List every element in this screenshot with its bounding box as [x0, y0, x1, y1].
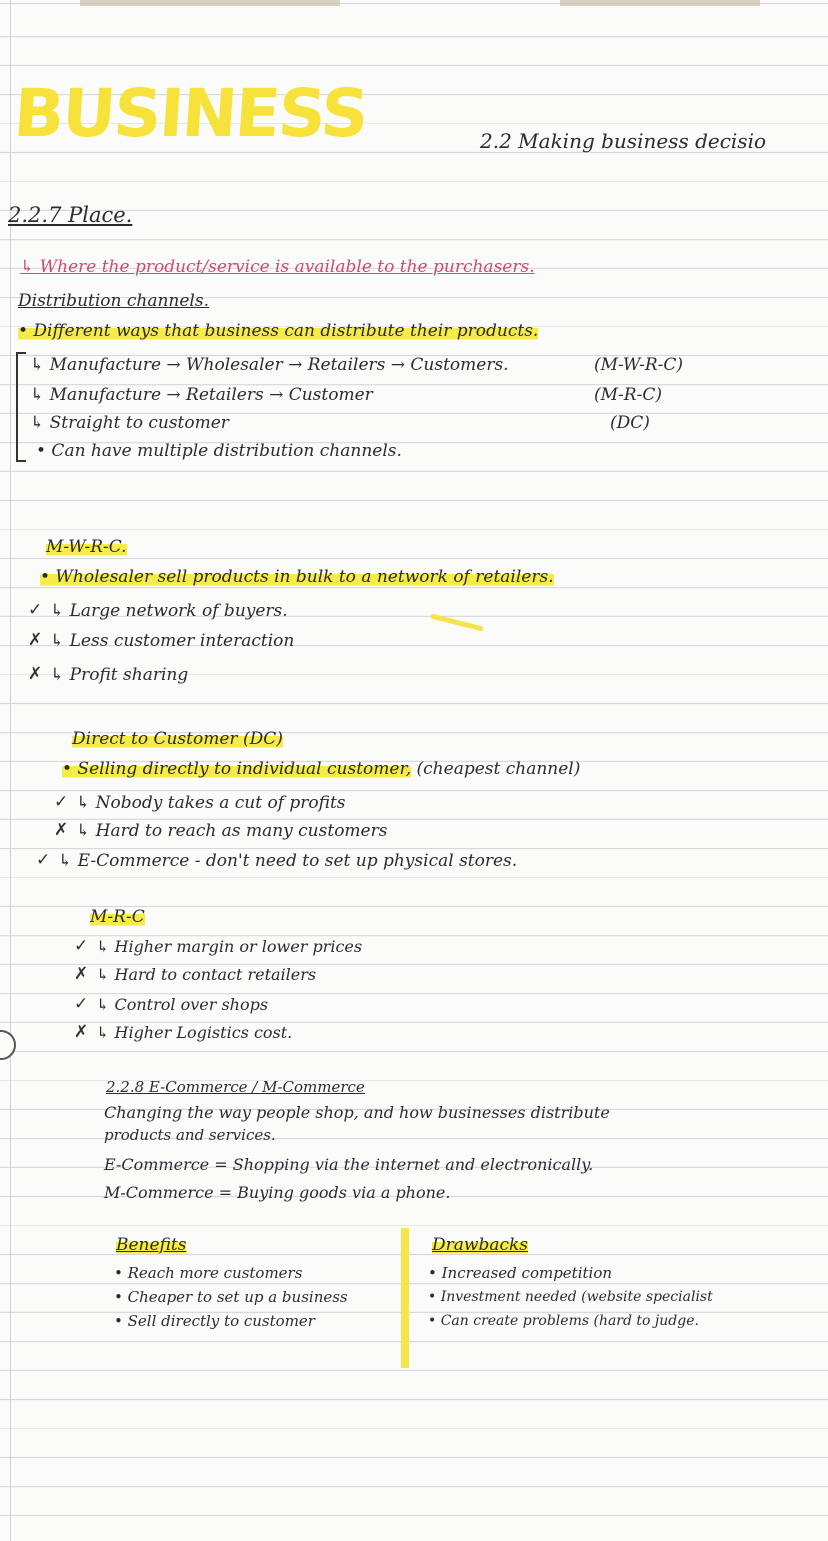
mwrc-definition: • Wholesaler sell products in bulk to a network of retailers.: [40, 567, 554, 587]
drawback-item: • Investment needed (website specialist: [428, 1289, 713, 1305]
highlighter-stroke: [430, 614, 484, 632]
ecommerce-definition: E-Commerce = Shopping via the internet and electronically.: [104, 1155, 594, 1174]
dc-point: ↳ Nobody takes a cut of profits: [76, 793, 346, 813]
drawback-item: • Can create problems (hard to judge.: [428, 1313, 699, 1329]
ecommerce-heading: 2.2.8 E-Commerce / M-Commerce: [106, 1078, 365, 1096]
channel-1-text: ↳ Manufacture → Wholesaler → Retailers → Customers.: [30, 355, 509, 375]
ecommerce-line-1: Changing the way people shop, and how businesses distribute: [104, 1103, 610, 1122]
mrc-point: ↳ Higher margin or lower prices: [96, 937, 363, 956]
channel-2-text: ↳ Manufacture → Retailers → Customer: [30, 385, 373, 405]
mwrc-heading: M-W-R-C.: [46, 537, 127, 557]
con-cross-icon: ✗: [28, 664, 43, 684]
section-heading: 2.2.7 Place.: [8, 203, 133, 227]
highlighter-divider: [401, 1228, 409, 1368]
mrc-point: ↳ Hard to contact retailers: [96, 965, 317, 984]
mrc-point: ↳ Control over shops: [96, 995, 269, 1014]
benefit-item: • Sell directly to customer: [114, 1312, 315, 1330]
topic-heading: 2.2 Making business decisio: [480, 129, 767, 153]
distribution-heading: Distribution channels.: [18, 291, 210, 311]
drawback-item: • Increased competition: [428, 1264, 613, 1282]
mrc-heading: M-R-C: [90, 907, 145, 927]
subject-title: BUSINESS: [11, 75, 370, 152]
pro-tick-icon: ✓: [54, 792, 69, 812]
channel-3-text: ↳ Straight to customer: [30, 413, 229, 433]
channels-bracket: [16, 352, 26, 462]
channel-3-code: (DC): [610, 413, 650, 433]
dc-definition: • Selling directly to individual customer,: [62, 759, 412, 779]
benefit-item: • Reach more customers: [114, 1264, 303, 1282]
mwrc-point: ↳ Profit sharing: [50, 665, 189, 685]
con-cross-icon: ✗: [54, 820, 69, 840]
mrc-point: ↳ Higher Logistics cost.: [96, 1023, 293, 1042]
channel-1-code: (M-W-R-C): [594, 355, 684, 375]
punch-hole: [0, 1030, 16, 1060]
con-cross-icon: ✗: [74, 1022, 89, 1042]
mcommerce-definition: M-Commerce = Buying goods via a phone.: [104, 1183, 451, 1202]
mwrc-point: ↳ Large network of buyers.: [50, 601, 288, 621]
benefit-item: • Cheaper to set up a business: [114, 1288, 348, 1306]
con-cross-icon: ✗: [28, 630, 43, 650]
margin-line: [10, 0, 11, 1541]
drawbacks-heading: Drawbacks: [432, 1235, 529, 1255]
benefits-heading: Benefits: [116, 1235, 187, 1255]
pro-tick-icon: ✓: [28, 600, 43, 620]
ecommerce-line-2: products and services.: [104, 1126, 276, 1144]
dc-point: ↳ E-Commerce - don't need to set up physical stores.: [58, 851, 518, 871]
dc-definition-note: (cheapest channel): [416, 759, 581, 779]
con-cross-icon: ✗: [74, 964, 89, 984]
pro-tick-icon: ✓: [74, 936, 89, 956]
dc-point: ↳ Hard to reach as many customers: [76, 821, 388, 841]
distribution-definition: • Different ways that business can distribute their products.: [18, 321, 539, 341]
mwrc-point: ↳ Less customer interaction: [50, 631, 295, 651]
place-definition: ↳ Where the product/service is available to the purchasers.: [20, 257, 535, 277]
tape-strip: [560, 0, 760, 6]
pro-tick-icon: ✓: [74, 994, 89, 1014]
pro-tick-icon: ✓: [36, 850, 51, 870]
dc-heading: Direct to Customer (DC): [72, 729, 283, 749]
channel-2-code: (M-R-C): [594, 385, 662, 405]
tape-strip: [80, 0, 340, 6]
distribution-note: • Can have multiple distribution channels.: [36, 441, 402, 461]
